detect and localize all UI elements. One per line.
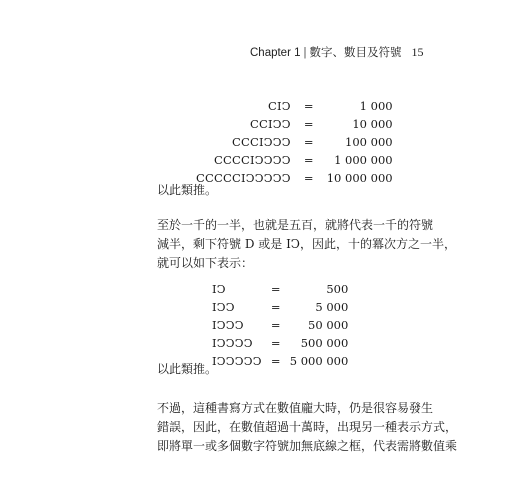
arabic-value: 5 000 000 bbox=[289, 354, 349, 368]
equals-sign: = bbox=[303, 117, 314, 131]
roman-symbol: IↃↃↃ bbox=[212, 318, 244, 332]
chapter-title: 數字、數目及符號 bbox=[309, 47, 402, 59]
table-row bbox=[196, 97, 393, 115]
arabic-value: 1 000 000 bbox=[334, 153, 393, 167]
table-row bbox=[196, 133, 393, 151]
roman-symbol: CCCCIↃↃↃↃ bbox=[213, 153, 291, 167]
arabic-value: 1 000 bbox=[359, 99, 393, 113]
paragraph-line: 錯誤，因此，在數值超過十萬時，出現另一種表示方式， bbox=[157, 420, 458, 434]
paragraph-etc-2: 以此類推。 bbox=[157, 362, 218, 376]
running-header bbox=[250, 44, 424, 60]
roman-symbol: IↃↃ bbox=[212, 300, 235, 314]
roman-symbol: IↃↃↃↃↃ bbox=[212, 354, 262, 368]
roman-symbol: CCCIↃↃↃ bbox=[231, 135, 291, 149]
table-row bbox=[196, 115, 393, 133]
table-row bbox=[212, 298, 348, 316]
paragraph-large-values bbox=[157, 399, 458, 456]
equals-sign: = bbox=[303, 135, 314, 149]
thousands-table bbox=[196, 97, 393, 187]
equals-sign: = bbox=[270, 318, 281, 332]
header-separator: | bbox=[303, 47, 307, 59]
arabic-value: 5 000 bbox=[315, 300, 349, 314]
equals-sign: = bbox=[270, 354, 281, 368]
arabic-value: 500 bbox=[326, 282, 349, 296]
roman-symbol: CIↃ bbox=[267, 99, 291, 113]
paragraph-etc-1: 以此類推。 bbox=[157, 183, 218, 197]
roman-symbol: IↃↃↃↃ bbox=[212, 336, 253, 350]
arabic-value: 50 000 bbox=[308, 318, 349, 332]
paragraph-line: 至於一千的一半，也就是五百，就將代表一千的符號 bbox=[157, 218, 434, 232]
roman-symbol: CCCCCIↃↃↃↃↃ bbox=[196, 171, 291, 185]
arabic-value: 10 000 000 bbox=[326, 171, 393, 185]
equals-sign: = bbox=[270, 282, 281, 296]
arabic-value: 100 000 bbox=[345, 135, 393, 149]
table-row bbox=[212, 316, 348, 334]
page-number: 15 bbox=[411, 45, 424, 59]
equals-sign: = bbox=[270, 336, 281, 350]
arabic-value: 10 000 bbox=[352, 117, 393, 131]
paragraph-line: 減半，剩下符號 D 或是 IↃ，因此，十的冪次方之一半， bbox=[157, 237, 456, 251]
paragraph-line: 就可以如下表示： bbox=[157, 256, 254, 270]
roman-symbol: IↃ bbox=[212, 282, 226, 296]
paragraph-half bbox=[157, 216, 456, 273]
equals-sign: = bbox=[303, 153, 314, 167]
table-row bbox=[212, 280, 348, 298]
paragraph-line: 不過，這種書寫方式在數值龐大時，仍是很容易發生 bbox=[157, 401, 434, 415]
chapter-label: Chapter 1 bbox=[250, 47, 301, 59]
table-row bbox=[212, 334, 348, 352]
half-values-table bbox=[212, 280, 348, 370]
roman-symbol: CCIↃↃ bbox=[249, 117, 291, 131]
equals-sign: = bbox=[303, 171, 314, 185]
equals-sign: = bbox=[270, 300, 281, 314]
table-row bbox=[196, 151, 393, 169]
arabic-value: 500 000 bbox=[300, 336, 349, 350]
paragraph-line: 即將單一或多個數字符號加無底線之框，代表需將數值乘 bbox=[157, 439, 458, 453]
equals-sign: = bbox=[303, 99, 314, 113]
